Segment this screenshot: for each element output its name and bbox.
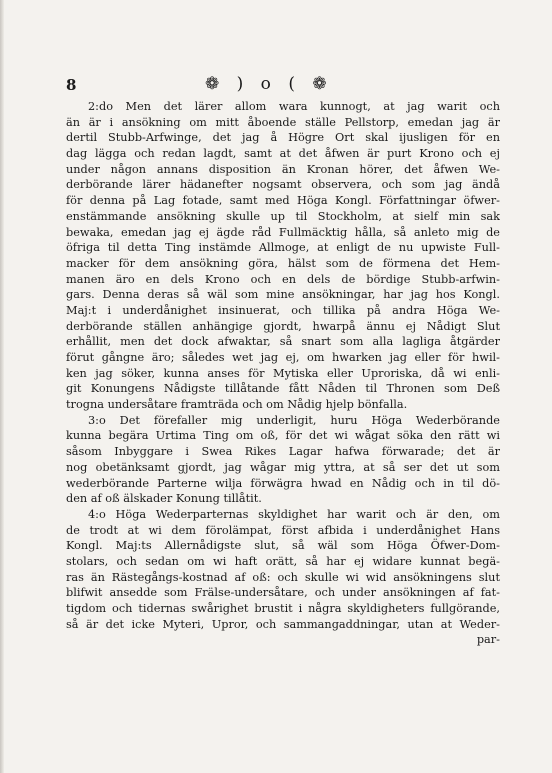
text-line: dag lägga och redan lagdt, samt at det åfwen är purt Krono och ej [66,147,500,161]
text-line: Kongl. Maj:ts Allernådigste slut, så wäl som Höga Öfwer-Dom- [66,539,500,553]
text-line: tigdom och tidernas swårighet brustit i några skyldigheters fullgörande, [66,602,500,615]
text-line: git Konungens Nådigste tillåtande fått Nåden til Thronen som Deß [66,382,500,396]
header-ornament: ❁ ) o ( ❁ [205,74,333,94]
text-line: stolars, och sedan om wi haft orätt, så har ej widare kunnat begä- [66,554,500,568]
text-line: ken jag söker, kunna anses för Mytiska eller Uproriska, då wi enli- [66,366,500,380]
text-line: än är i ansökning om mitt åboende ställe Pellstorp, emedan jag är [66,115,500,129]
text-line: nog obetänksamt gjordt, jag wågar mig yttra, at så ser det ut som [66,460,500,474]
text-line: gars. Denna deras så wäl som mine ansökningar, har jag hos Kongl. [66,288,500,302]
text-line: derbörande ställen anhängige gjordt, hwarpå ännu ej Nådigt Slut [66,319,500,333]
text-line: blifwit ansedde som Frälse-undersåtare, och under ansökningen af fat- [66,586,500,600]
text-line: wederbörande Parterne wilja förwägra hwad en Nådig och in til dö- [66,476,500,490]
text-line: dertil Stubb-Arfwinge, det jag å Högre Ort skal ijusligen för en [66,131,500,145]
text-line: bewaka, emedan jag ej ägde råd Fullmäcktig hålla, så anleto mig de [66,225,500,239]
text-line: de trodt at wi dem förolämpat, först afbida i underdånighet Hans [66,523,500,537]
body-text [66,99,500,648]
text-line: öfriga til detta Ting instämde Allmoge, at enligt de nu upwiste Full- [66,241,500,255]
text-line: för denna på Lag fotade, samt med Höga Kongl. Författningar öfwer- [66,194,500,208]
catchword: par- [476,633,500,647]
text-line: trogna undersåtare framträda och om Nådig hjelp bönfalla. [66,398,408,412]
text-line: så är det icke Myteri, Upror, och sammangaddningar, utan at Weder- [66,617,500,631]
text-line: den af oß älskader Konung tillåtit. [66,492,262,506]
text-line: 2:do Men det lärer allom wara kunnogt, at jag warit och [88,100,500,113]
page-edge-shadow [0,0,4,773]
text-line: manen äro en dels Krono och en dels de bördige Stubb-arfwin- [66,272,500,286]
text-line: under någon annans disposition än Kronan hörer, det åfwen We- [66,162,500,176]
text-line: ras än Rästegångs-kostnad af oß: och skulle wi wid ansökningens slut [66,570,500,584]
text-line: enstämmande ansökning skulle up til Stockholm, at sielf min sak [66,209,500,223]
text-line: erhållit, men det dock afwaktar, så snart som alla lagliga åtgärder [66,335,500,349]
text-line: förut gångne äro; således wet jag ej, om hwarken jag eller för hwil- [66,351,500,364]
page-number: 8 [66,76,77,94]
running-head [60,74,500,98]
text-line: Maj:t i underdånighet insinuerat, och tillika på andra Höga We- [66,303,500,317]
text-line: derbörande lärer hädanefter nogsamt observera, och som jag ändå [66,178,500,192]
text-line: såsom Inbyggare i Swea Rikes Lagar hafwa förwarade; det är [66,445,500,459]
text-line: 4:o Höga Wederparternas skyldighet har warit och är den, om [88,507,500,521]
text-line: macker för dem ansökning göra, hälst som de förmena det Hem- [66,256,500,270]
text-line: kunna begära Urtima Ting om oß, för det wi wågat söka den rätt wi [66,429,500,443]
text-line: 3:o Det förefaller mig underligit, huru Höga Wederbörande [88,413,500,427]
